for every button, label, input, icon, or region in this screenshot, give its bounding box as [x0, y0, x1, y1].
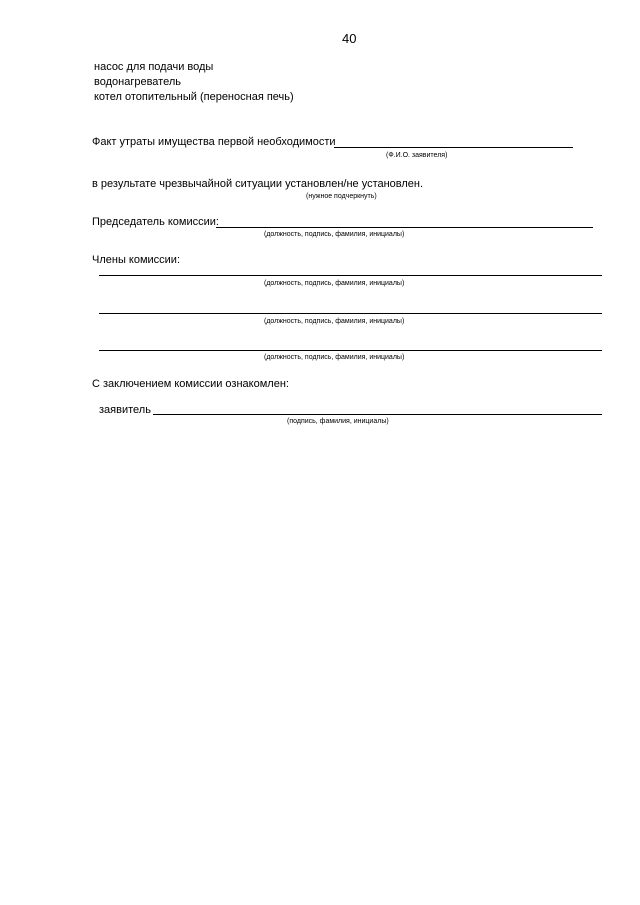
chairman-signature-line — [216, 227, 593, 228]
member-caption: (должность, подпись, фамилия, инициалы) — [264, 354, 405, 361]
chairman-label: Председатель комиссии: — [92, 216, 219, 228]
page-number: 40 — [342, 31, 357, 46]
acknowledgement-heading: С заключением комиссии ознакомлен: — [92, 378, 289, 390]
member-signature-line — [99, 313, 602, 314]
result-caption: (нужное подчеркнуть) — [306, 193, 377, 200]
loss-fact-label: Факт утраты имущества первой необходимости — [92, 136, 336, 148]
applicant-signature-caption: (подпись, фамилия, инициалы) — [287, 418, 389, 425]
item-water-pump: насос для подачи воды — [94, 61, 214, 73]
members-label: Члены комиссии: — [92, 254, 181, 266]
applicant-name-caption: (Ф.И.О. заявителя) — [386, 152, 448, 159]
member-caption: (должность, подпись, фамилия, инициалы) — [264, 318, 405, 325]
item-heating-boiler: котел отопительный (переносная печь) — [94, 91, 294, 103]
result-text: в результате чрезвычайной ситуации установлен/не установлен. — [92, 178, 424, 190]
applicant-label: заявитель — [99, 404, 151, 416]
chairman-caption: (должность, подпись, фамилия, инициалы) — [264, 231, 405, 238]
item-water-heater: водонагреватель — [94, 76, 181, 88]
member-signature-line — [99, 350, 602, 351]
member-signature-line — [99, 275, 602, 276]
applicant-name-line — [334, 147, 573, 148]
applicant-signature-line — [153, 414, 602, 415]
member-caption: (должность, подпись, фамилия, инициалы) — [264, 280, 405, 287]
